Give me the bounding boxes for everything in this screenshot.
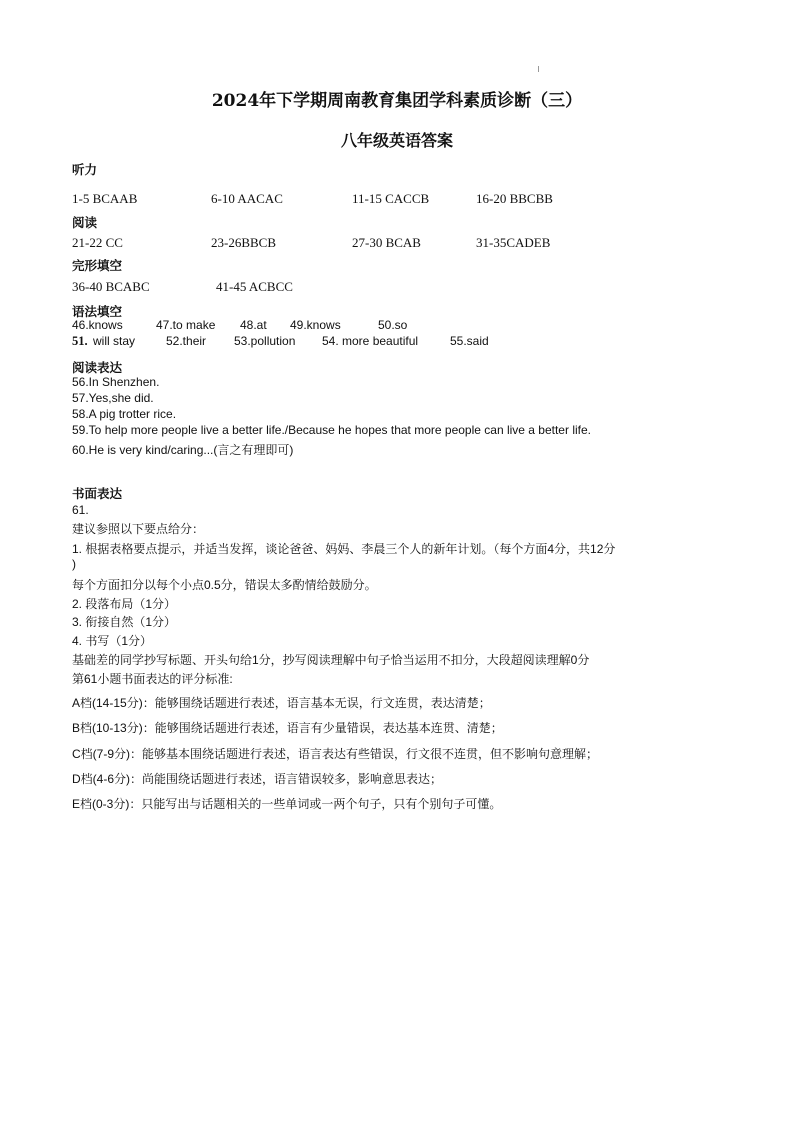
answer-group: 1-5 BCAAB	[72, 191, 138, 206]
heading-grammar: 语法填空	[72, 304, 123, 319]
heading-cloze: 完形填空	[72, 258, 123, 273]
grammar-answer: 48.at	[240, 318, 267, 332]
answer-line: 59.To help more people live a better life./Because he hopes that more people can live a better life.	[72, 423, 591, 437]
heading-listening: 听力	[72, 162, 98, 177]
answer-group: 16-20 BBCBB	[476, 191, 553, 206]
grammar-answer: 50.so	[378, 318, 408, 332]
answer-group: 6-10 AACAC	[211, 191, 283, 206]
grammar-answer: 46.knows	[72, 318, 123, 332]
answer-line: 60.He is very kind/caring...(言之有理即可)	[72, 443, 294, 457]
answer-group: 31-35CADEB	[476, 235, 551, 250]
writing-line: 4. 书写（1分）	[72, 634, 153, 648]
answer-group: 11-15 CACCB	[352, 191, 430, 206]
answer-line: 56.In Shenzhen.	[72, 375, 160, 389]
answer-group: 27-30 BCAB	[352, 235, 421, 250]
writing-line: 1. 根据表格要点提示，并适当发挥，谈论爸爸、妈妈、李晨三个人的新年计划。（每个方面4分，共12分	[72, 542, 616, 556]
grade-criteria: E档(0-3分)：只能写出与话题相关的一些单词或一两个句子，只有个别句子可懂。	[72, 797, 502, 811]
page-mark	[538, 66, 539, 72]
grade-criteria: D档(4-6分)：尚能围绕话题进行表述，语言错误较多，影响意思表达；	[72, 772, 443, 786]
grammar-answer: will stay	[93, 334, 136, 348]
writing-line: 每个方面扣分以每个小点0.5分，错误太多酌情给鼓励分。	[72, 578, 377, 592]
writing-line: )	[72, 557, 76, 571]
writing-line: 3. 衔接自然（1分）	[72, 615, 177, 629]
grammar-answer: 52.their	[166, 334, 207, 348]
grammar-number: 51.	[72, 334, 88, 348]
grade-criteria: B档(10-13分)：能够围绕话题进行表述，语言有少量错误，表达基本连贯、清楚；	[72, 721, 503, 735]
grammar-answer: 49.knows	[290, 318, 341, 332]
answer-group: 36-40 BCABC	[72, 279, 150, 294]
document-subtitle: 八年级英语答案	[340, 131, 453, 150]
document-title: 2024年下学期周南教育集团学科素质诊断（三）	[211, 91, 583, 111]
writing-line: 基础差的同学抄写标题、开头句给1分，抄写阅读理解中句子恰当运用不扣分，大段超阅读理解0分	[72, 653, 590, 667]
writing-line: 61.	[72, 503, 89, 517]
writing-line: 2. 段落布局（1分）	[72, 597, 177, 611]
grade-criteria: A档(14-15分)：能够围绕话题进行表述，语言基本无误，行文连贯，表达清楚；	[72, 696, 491, 710]
grammar-answer: 53.pollution	[234, 334, 296, 348]
writing-line: 建议参照以下要点给分：	[72, 522, 205, 536]
grammar-answer: 54. more beautiful	[322, 334, 419, 348]
heading-writing: 书面表达	[72, 486, 123, 501]
answer-line: 57.Yes,she did.	[72, 391, 154, 405]
writing-line: 第61小题书面表达的评分标准:	[72, 672, 233, 686]
heading-reading-expression: 阅读表达	[72, 360, 123, 375]
answer-line: 58.A pig trotter rice.	[72, 407, 177, 421]
grammar-answer: 47.to make	[156, 318, 216, 332]
answer-group: 23-26BBCB	[211, 235, 277, 250]
answer-group: 21-22 CC	[72, 235, 123, 250]
heading-reading: 阅读	[72, 215, 98, 230]
grammar-answer: 55.said	[450, 334, 489, 348]
grade-criteria: C档(7-9分)：能够基本围绕话题进行表述，语言表达有些错误，行文很不连贯，但不影响句意理解；	[72, 747, 599, 761]
answer-group: 41-45 ACBCC	[216, 279, 293, 294]
